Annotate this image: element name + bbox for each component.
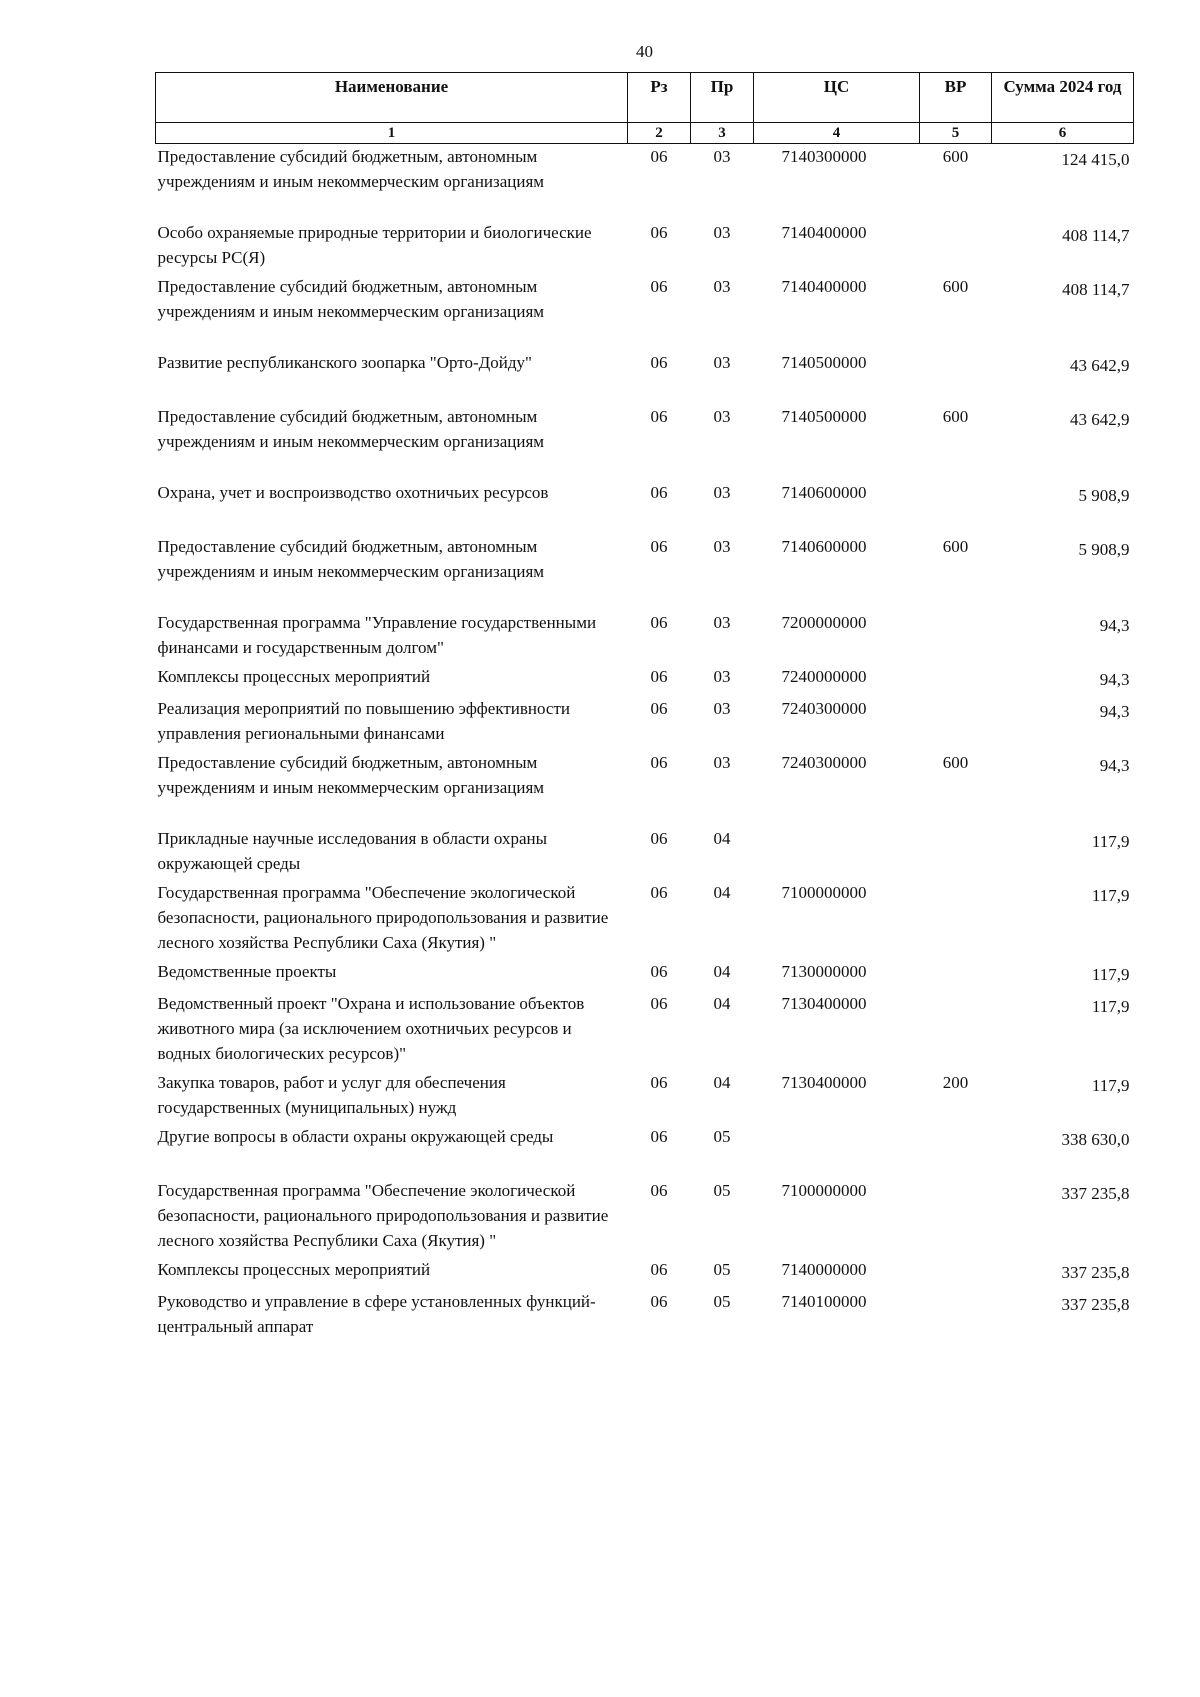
row-name: Комплексы процессных мероприятий: [157, 1260, 431, 1279]
table-row: [156, 1257, 1134, 1289]
table-row: [156, 610, 1134, 664]
row-pr: 04: [713, 962, 731, 981]
row-rz: 06: [650, 613, 668, 632]
row-vr: 600: [942, 147, 969, 166]
row-vr: [920, 1289, 992, 1343]
header-name: Наименование: [156, 73, 628, 123]
row-pr: 03: [713, 699, 731, 718]
column-number-row: [156, 123, 1134, 144]
row-cs: 7240300000: [781, 699, 867, 718]
row-vr: [920, 826, 992, 880]
row-cs: 7140300000: [781, 147, 867, 166]
row-name: Государственная программа "Обеспечение экологической безопасности, рационального природопользования и развитие лесного хозяйства Республики Саха (Якутия) ": [157, 1181, 609, 1250]
row-name: Предоставление субсидий бюджетным, автономным учреждениям и иным некоммерческим организациям: [157, 277, 545, 321]
row-pr: 03: [713, 147, 731, 166]
row-cs: 7240300000: [781, 753, 867, 772]
table-row: [156, 880, 1134, 959]
row-name: Государственная программа "Управление государственными финансами и государственным долгом": [157, 613, 597, 657]
row-name: Ведомственный проект "Охрана и использование объектов животного мира (за исключением охотничьих ресурсов и водных биологических ресурсов)": [157, 994, 585, 1063]
row-name: Государственная программа "Обеспечение экологической безопасности, рационального природопользования и развитие лесного хозяйства Республики Саха (Якутия) ": [157, 883, 609, 952]
row-rz: 06: [650, 1181, 668, 1200]
row-vr: [920, 610, 992, 664]
row-pr: 04: [713, 829, 731, 848]
column-number: 4: [754, 123, 920, 144]
budget-table: [155, 72, 1134, 1343]
table-row: [156, 534, 1134, 610]
row-sum: 5 908,9: [1078, 486, 1130, 505]
row-pr: 03: [713, 353, 731, 372]
column-number: 5: [920, 123, 992, 144]
row-cs: 7140500000: [781, 353, 867, 372]
row-cs: 7100000000: [781, 1181, 867, 1200]
row-rz: 06: [650, 667, 668, 686]
row-pr: 05: [713, 1260, 731, 1279]
row-vr: [920, 696, 992, 750]
row-pr: 03: [713, 613, 731, 632]
row-vr: [920, 991, 992, 1070]
row-pr: 03: [713, 537, 731, 556]
row-name: Развитие республиканского зоопарка "Орто-Дойду": [157, 353, 532, 372]
row-rz: 06: [650, 1073, 668, 1092]
row-pr: 03: [713, 223, 731, 242]
row-cs: 7140600000: [781, 537, 867, 556]
budget-table-container: [155, 72, 1133, 1343]
row-rz: 06: [650, 962, 668, 981]
row-sum: 117,9: [1091, 886, 1130, 905]
row-sum: 117,9: [1091, 965, 1130, 984]
row-name: Прикладные научные исследования в области охраны окружающей среды: [157, 829, 548, 873]
table-row: [156, 1289, 1134, 1343]
row-rz: 06: [650, 483, 668, 502]
row-vr: [920, 664, 992, 696]
row-sum: 124 415,0: [1061, 150, 1130, 169]
row-rz: 06: [650, 994, 668, 1013]
table-row: [156, 696, 1134, 750]
table-row: [156, 664, 1134, 696]
row-sum: 43 642,9: [1070, 410, 1130, 429]
row-name: Реализация мероприятий по повышению эффективности управления региональными финансами: [157, 699, 571, 743]
row-vr: 600: [942, 407, 969, 426]
row-pr: 03: [713, 277, 731, 296]
row-sum: 337 235,8: [1061, 1184, 1130, 1203]
table-body: [156, 144, 1134, 1344]
row-sum: 337 235,8: [1061, 1263, 1130, 1282]
row-sum: 337 235,8: [1061, 1295, 1130, 1314]
row-sum: 94,3: [1099, 756, 1130, 775]
row-name: Комплексы процессных мероприятий: [157, 667, 431, 686]
row-pr: 04: [713, 994, 731, 1013]
row-name: Руководство и управление в сфере установленных функций-центральный аппарат: [157, 1292, 596, 1336]
row-sum: 408 114,7: [1062, 226, 1130, 245]
row-pr: 05: [713, 1181, 731, 1200]
table-row: [156, 959, 1134, 991]
row-cs: 7240000000: [781, 667, 867, 686]
table-row: [156, 1178, 1134, 1257]
row-sum: 117,9: [1091, 832, 1130, 851]
row-name: Предоставление субсидий бюджетным, автономным учреждениям и иным некоммерческим организациям: [157, 147, 545, 191]
table-row: [156, 1070, 1134, 1124]
row-cs: 7130000000: [781, 962, 867, 981]
row-vr: 600: [942, 277, 969, 296]
row-sum: 94,3: [1099, 702, 1130, 721]
row-vr: [920, 1257, 992, 1289]
row-vr: 600: [942, 537, 969, 556]
row-rz: 06: [650, 147, 668, 166]
header-cs: ЦС: [754, 73, 920, 123]
table-row: [156, 144, 1134, 221]
row-cs: 7140000000: [781, 1260, 867, 1279]
row-rz: 06: [650, 699, 668, 718]
row-cs: 7140100000: [781, 1292, 867, 1311]
row-rz: 06: [650, 223, 668, 242]
row-vr: [920, 350, 992, 404]
row-rz: 06: [650, 829, 668, 848]
row-rz: 06: [650, 537, 668, 556]
row-cs: 7100000000: [781, 883, 867, 902]
row-name: Закупка товаров, работ и услуг для обеспечения государственных (муниципальных) нужд: [157, 1073, 506, 1117]
header-pr: Пр: [691, 73, 754, 123]
row-sum: 117,9: [1091, 1076, 1130, 1095]
row-cs: [754, 1124, 920, 1178]
row-vr: 200: [942, 1073, 969, 1092]
row-cs: [754, 826, 920, 880]
table-row: [156, 826, 1134, 880]
row-pr: 05: [713, 1127, 731, 1146]
row-rz: 06: [650, 753, 668, 772]
row-vr: [920, 480, 992, 534]
row-rz: 06: [650, 883, 668, 902]
row-pr: 05: [713, 1292, 731, 1311]
column-number: 3: [691, 123, 754, 144]
table-row: [156, 404, 1134, 480]
header-row: [156, 73, 1134, 123]
row-cs: 7140400000: [781, 223, 867, 242]
row-sum: 117,9: [1091, 997, 1130, 1016]
row-vr: [920, 1124, 992, 1178]
row-vr: 600: [942, 753, 969, 772]
row-sum: 338 630,0: [1061, 1130, 1130, 1149]
header-sum: Сумма 2024 год: [992, 73, 1134, 123]
table-row: [156, 480, 1134, 534]
row-rz: 06: [650, 1127, 668, 1146]
row-name: Предоставление субсидий бюджетным, автономным учреждениям и иным некоммерческим организациям: [157, 537, 545, 581]
row-rz: 06: [650, 277, 668, 296]
row-cs: 7140600000: [781, 483, 867, 502]
header-rz: Рз: [628, 73, 691, 123]
row-cs: 7130400000: [781, 1073, 867, 1092]
row-name: Особо охраняемые природные территории и биологические ресурсы РС(Я): [157, 223, 592, 267]
table-row: [156, 991, 1134, 1070]
row-vr: [920, 1178, 992, 1257]
row-cs: 7130400000: [781, 994, 867, 1013]
row-name: Охрана, учет и воспроизводство охотничьих ресурсов: [157, 483, 549, 502]
row-sum: 43 642,9: [1070, 356, 1130, 375]
row-vr: [920, 959, 992, 991]
row-vr: [920, 220, 992, 274]
column-number: 6: [992, 123, 1134, 144]
header-vr: ВР: [920, 73, 992, 123]
row-sum: 94,3: [1099, 670, 1130, 689]
row-sum: 94,3: [1099, 616, 1130, 635]
row-rz: 06: [650, 407, 668, 426]
row-pr: 03: [713, 483, 731, 502]
row-pr: 03: [713, 753, 731, 772]
row-name: Предоставление субсидий бюджетным, автономным учреждениям и иным некоммерческим организациям: [157, 407, 545, 451]
row-name: Другие вопросы в области охраны окружающей среды: [157, 1127, 554, 1146]
table-row: [156, 1124, 1134, 1178]
row-cs: 7140500000: [781, 407, 867, 426]
row-cs: 7140400000: [781, 277, 867, 296]
table-row: [156, 220, 1134, 274]
table-row: [156, 350, 1134, 404]
row-rz: 06: [650, 1292, 668, 1311]
row-pr: 03: [713, 407, 731, 426]
column-number: 2: [628, 123, 691, 144]
row-pr: 04: [713, 883, 731, 902]
table-row: [156, 274, 1134, 350]
row-name: Ведомственные проекты: [157, 962, 337, 981]
row-name: Предоставление субсидий бюджетным, автономным учреждениям и иным некоммерческим организациям: [157, 753, 545, 797]
row-sum: 408 114,7: [1062, 280, 1130, 299]
column-number: 1: [156, 123, 628, 144]
row-vr: [920, 880, 992, 959]
row-rz: 06: [650, 1260, 668, 1279]
row-rz: 06: [650, 353, 668, 372]
row-pr: 04: [713, 1073, 731, 1092]
row-pr: 03: [713, 667, 731, 686]
table-row: [156, 750, 1134, 826]
row-sum: 5 908,9: [1078, 540, 1130, 559]
row-cs: 7200000000: [781, 613, 867, 632]
page-number: 40: [636, 42, 653, 61]
